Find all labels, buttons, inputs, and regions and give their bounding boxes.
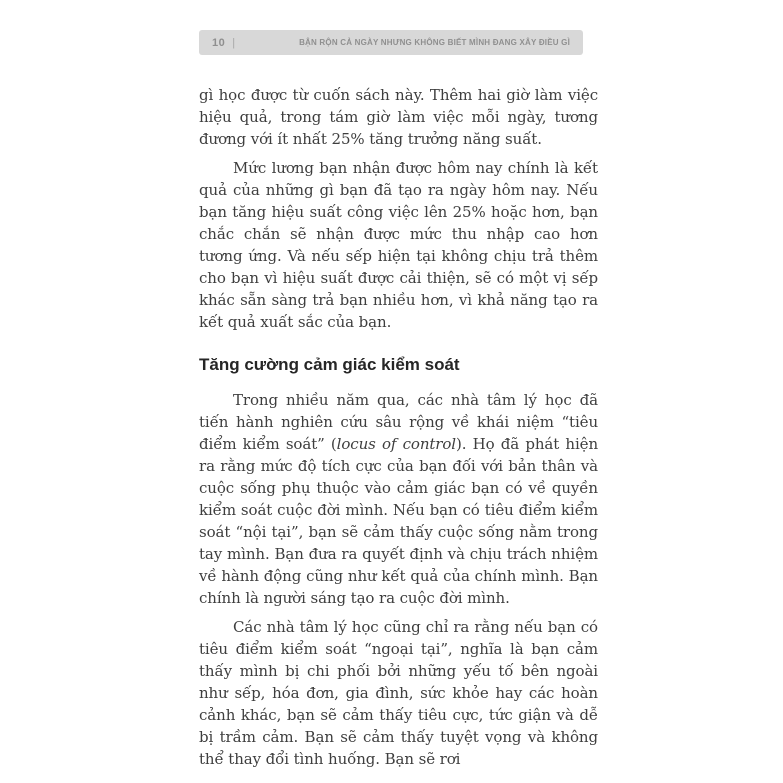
page-number: 10: [212, 36, 226, 49]
page-header-left: [212, 37, 235, 49]
paragraph: Các nhà tâm lý học cũng chỉ ra rằng nếu bạn có tiêu điểm kiểm soát “ngoại tại”, nghĩa là bạn cảm thấy mình bị chi phối bởi những yếu tố bên ngoài như sếp, hóa đơn, gia đình, sức khỏe hay các hoàn cảnh khác, bạn sẽ cảm thấy tiêu cực, tức giận và dễ bị trầm cảm. Bạn sẽ cảm thấy tuyệt vọng và không thể thay đổi tình huống. Bạn sẽ rơi: [199, 618, 598, 768]
italic-term: locus of control: [336, 435, 457, 453]
paragraph-text: Trong nhiều năm qua, các nhà tâm lý học đã tiến hành nghiên cứu sâu rộng về khái niệm “tiêu điểm kiểm soát” (: [199, 391, 598, 453]
header-separator: |: [232, 36, 236, 49]
body-text: [199, 84, 598, 770]
running-title: BẬN RỘN CẢ NGÀY NHƯNG KHÔNG BIẾT MÌNH ĐANG XÂY ĐIỀU GÌ: [299, 38, 570, 47]
paragraph: Mức lương bạn nhận được hôm nay chính là kết quả của những gì bạn đã tạo ra ngày hôm nay. Nếu bạn tăng hiệu suất công việc lên 25% hoặc hơn, bạn chắc chắn sẽ nhận được mức thu nhập cao hơn tương ứng. Và nếu sếp hiện tại không chịu trả thêm cho bạn vì hiệu suất được cải thiện, sẽ có một vị sếp khác sẵn sàng trả bạn nhiều hơn, vì khả năng tạo ra kết quả xuất sắc của bạn.: [199, 159, 598, 331]
page-header: [199, 30, 583, 55]
paragraph-text: ). Họ đã phát hiện ra rằng mức độ tích cực của bạn đối với bản thân và cuộc sống phụ thuộc vào cảm giác bạn có về quyền kiểm soát cuộc đời mình. Nếu bạn có tiêu điểm kiểm soát “nội tại”, bạn sẽ cảm thấy cuộc sống nằm trong tay mình. Bạn đưa ra quyết định và chịu trách nhiệm về hành động cũng như kết quả của chính mình. Bạn chính là người sáng tạo ra cuộc đời mình.: [199, 435, 599, 607]
paragraph-continuation: gì học được từ cuốn sách này. Thêm hai giờ làm việc hiệu quả, trong tám giờ làm việc mỗi ngày, tương đương với ít nhất 25% tăng trưởng năng suất.: [199, 86, 598, 148]
text-column: [199, 30, 598, 777]
paragraph: [199, 389, 598, 609]
section-heading: Tăng cường cảm giác kiểm soát: [199, 355, 460, 374]
